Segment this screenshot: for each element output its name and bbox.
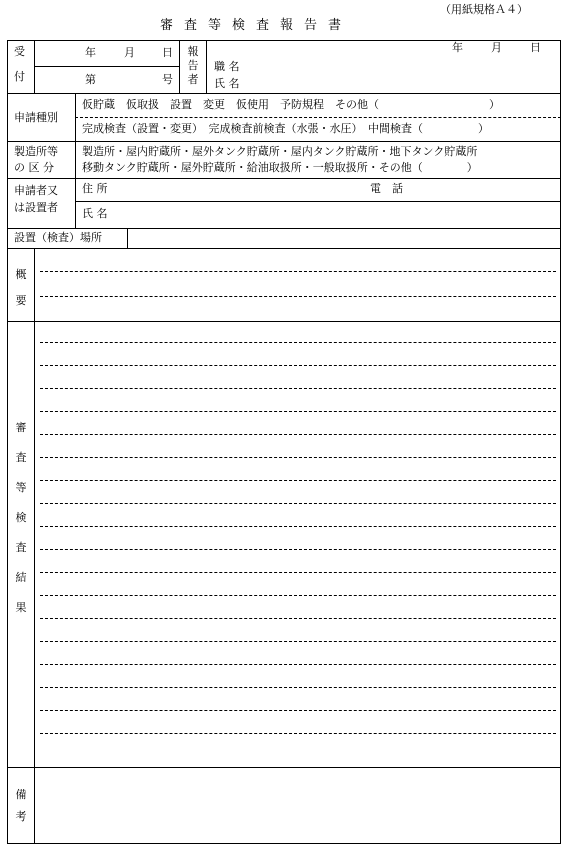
results-ruled-line bbox=[40, 365, 556, 366]
facility-class-label-2: の 区 分 bbox=[14, 161, 54, 174]
facility-class-line1: 製造所・屋内貯蔵所・屋外タンク貯蔵所・屋内タンク貯蔵所・地下タンク貯蔵所 bbox=[82, 145, 478, 158]
applicant-name-label: 氏 名 bbox=[82, 207, 108, 220]
results-ruled-line bbox=[40, 457, 556, 458]
results-ruled-line bbox=[40, 710, 556, 711]
results-ruled-line bbox=[40, 503, 556, 504]
facility-class-label-1: 製造所等 bbox=[14, 145, 58, 158]
results-ruled-line bbox=[40, 411, 556, 412]
application-type-line2: 完成検査（設置・変更） 完成検査前検査（水張・水圧） 中間検査（ ） bbox=[82, 122, 489, 135]
results-ruled-line bbox=[40, 388, 556, 389]
receipt-month: 月 bbox=[124, 46, 135, 59]
results-ruled-line bbox=[40, 618, 556, 619]
results-ruled-line bbox=[40, 641, 556, 642]
results-ruled-line bbox=[40, 687, 556, 688]
results-ruled-line bbox=[40, 342, 556, 343]
results-label: 審査等検査結果 bbox=[15, 421, 27, 614]
applicant-address-label: 住 所 bbox=[82, 182, 108, 195]
application-type-line1: 仮貯蔵 仮取扱 設置 変更 仮使用 予防規程 その他（ ） bbox=[82, 98, 500, 111]
results-ruled-line bbox=[40, 434, 556, 435]
results-ruled-line bbox=[40, 733, 556, 734]
applicant-phone-label: 電 話 bbox=[370, 182, 403, 195]
results-ruled-line bbox=[40, 480, 556, 481]
application-type-label: 申請種別 bbox=[14, 111, 58, 124]
facility-class-line2: 移動タンク貯蔵所・屋外貯蔵所・給油取扱所・一般取扱所・その他（ ） bbox=[82, 161, 478, 174]
results-ruled-line bbox=[40, 595, 556, 596]
receipt-number-prefix: 第 bbox=[85, 73, 96, 86]
document-title: 審査等検査報告書 bbox=[160, 18, 353, 33]
receipt-year: 年 bbox=[85, 46, 96, 59]
results-ruled-line bbox=[40, 572, 556, 573]
reporter-day: 日 bbox=[530, 41, 541, 54]
receipt-day: 日 bbox=[162, 46, 173, 59]
results-ruled-line bbox=[40, 664, 556, 665]
reporter-month: 月 bbox=[491, 41, 502, 54]
paper-size-note: （用紙規格Ａ４） bbox=[440, 3, 528, 16]
applicant-label-2: は設置者 bbox=[14, 201, 58, 214]
results-ruled-line bbox=[40, 526, 556, 527]
receipt-label-top: 受 bbox=[14, 45, 25, 58]
receipt-number-suffix: 号 bbox=[162, 73, 173, 86]
reporter-label: 報告者 bbox=[187, 45, 199, 86]
reporter-name-label: 氏 名 bbox=[214, 77, 240, 90]
results-ruled-line bbox=[40, 549, 556, 550]
receipt-label-bottom: 付 bbox=[14, 70, 25, 83]
overview-label: 概要 bbox=[15, 268, 27, 307]
reporter-title-label: 職 名 bbox=[214, 60, 240, 73]
location-label: 設置（検査）場所 bbox=[14, 231, 102, 244]
remarks-label: 備考 bbox=[15, 788, 27, 823]
reporter-year: 年 bbox=[452, 41, 463, 54]
applicant-label-1: 申請者又 bbox=[14, 184, 58, 197]
